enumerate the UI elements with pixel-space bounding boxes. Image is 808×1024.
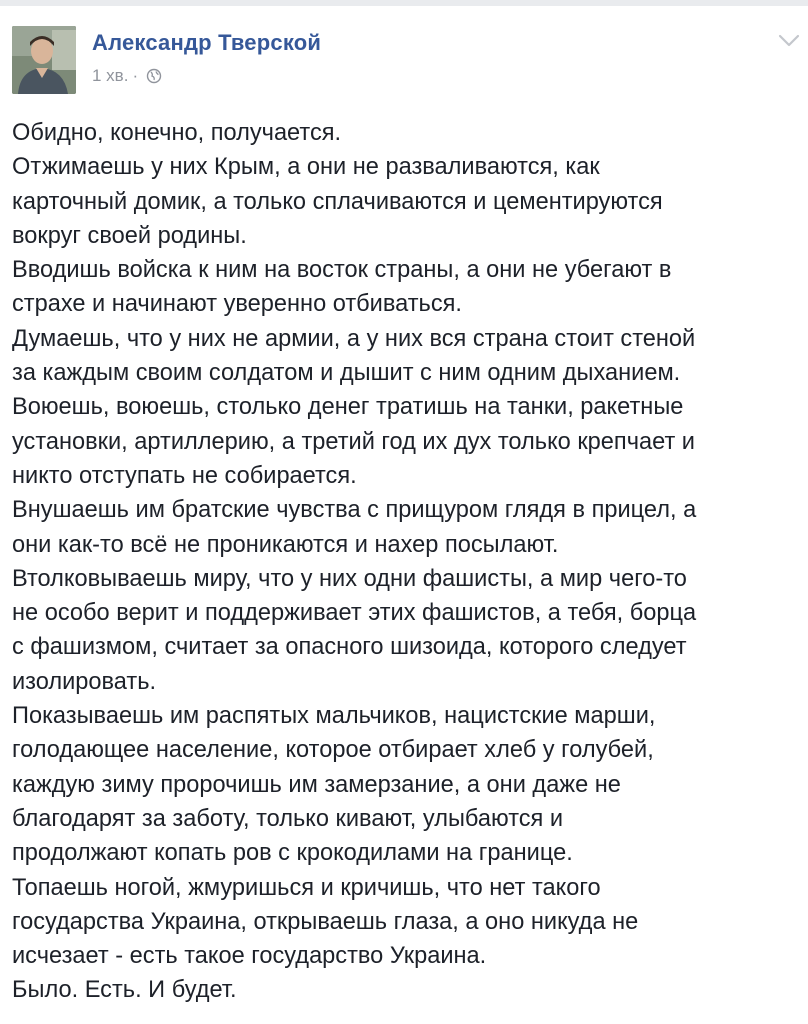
- post-line: Отжимаешь у них Крым, а они не разваливаются, как: [12, 154, 600, 181]
- post-line: Было. Есть. И будет.: [12, 977, 237, 1004]
- post-line: они как-то всё не проникаются и нахер посылают.: [12, 531, 559, 558]
- post-line: Топаешь ногой, жмуришься и кричишь, что нет такого: [12, 874, 601, 901]
- meta-separator: ·: [132, 66, 139, 85]
- post-line: благодарят за заботу, только кивают, улыбаются и: [12, 805, 564, 832]
- post-line: страхе и начинают уверенно отбиваться.: [12, 291, 462, 318]
- post-line: Внушаешь им братские чувства с прищуром глядя в прицел, а: [12, 497, 697, 524]
- post-line: не особо верит и поддерживает этих фашистов, а тебя, борца: [12, 600, 697, 627]
- post-header: [0, 6, 808, 100]
- avatar-photo: [12, 26, 76, 94]
- post-line: голодающее население, которое отбирает хлеб у голубей,: [12, 737, 654, 764]
- post-line: установки, артиллерию, а третий год их дух только крепчает и: [12, 428, 695, 455]
- post-line: вокруг своей родины.: [12, 222, 247, 249]
- post-meta: [92, 66, 162, 86]
- avatar[interactable]: [12, 26, 76, 94]
- post-line: никто отступать не собирается.: [12, 462, 357, 489]
- post-line: продолжают копать ров с крокодилами на границе.: [12, 840, 573, 867]
- post-line: за каждым своим солдатом и дышит с ним одним дыханием.: [12, 360, 681, 387]
- post-line: с фашизмом, считает за опасного шизоида, которого следует: [12, 634, 687, 661]
- post-line: изолировать.: [12, 668, 157, 695]
- post-line: Втолковываешь миру, что у них одни фашисты, а мир чего-то: [12, 565, 687, 592]
- post-line: государства Украина, открываешь глаза, а оно никуда не: [12, 908, 639, 935]
- post-line: Вводишь войска к ним на восток страны, а они не убегают в: [12, 257, 672, 284]
- post-line: исчезает - есть такое государство Украина.: [12, 943, 487, 970]
- post-line: Думаешь, что у них не армии, а у них вся страна стоит стеной: [12, 325, 696, 352]
- globe-icon: [146, 68, 162, 84]
- post-line: карточный домик, а только сплачиваются и цементируются: [12, 188, 663, 215]
- post-text: [12, 116, 802, 1008]
- author-name[interactable]: Александр Тверской: [92, 30, 322, 55]
- post-line: Воюешь, воюешь, столько денег тратишь на танки, ракетные: [12, 394, 684, 421]
- post-time[interactable]: 1 хв.: [92, 66, 129, 85]
- post-line: каждую зиму пророчишь им замерзание, а они даже не: [12, 771, 621, 798]
- post-line: Показываешь им распятых мальчиков, нацистские марши,: [12, 703, 656, 730]
- chevron-down-icon[interactable]: [778, 34, 800, 48]
- post-line: Обидно, конечно, получается.: [12, 120, 342, 146]
